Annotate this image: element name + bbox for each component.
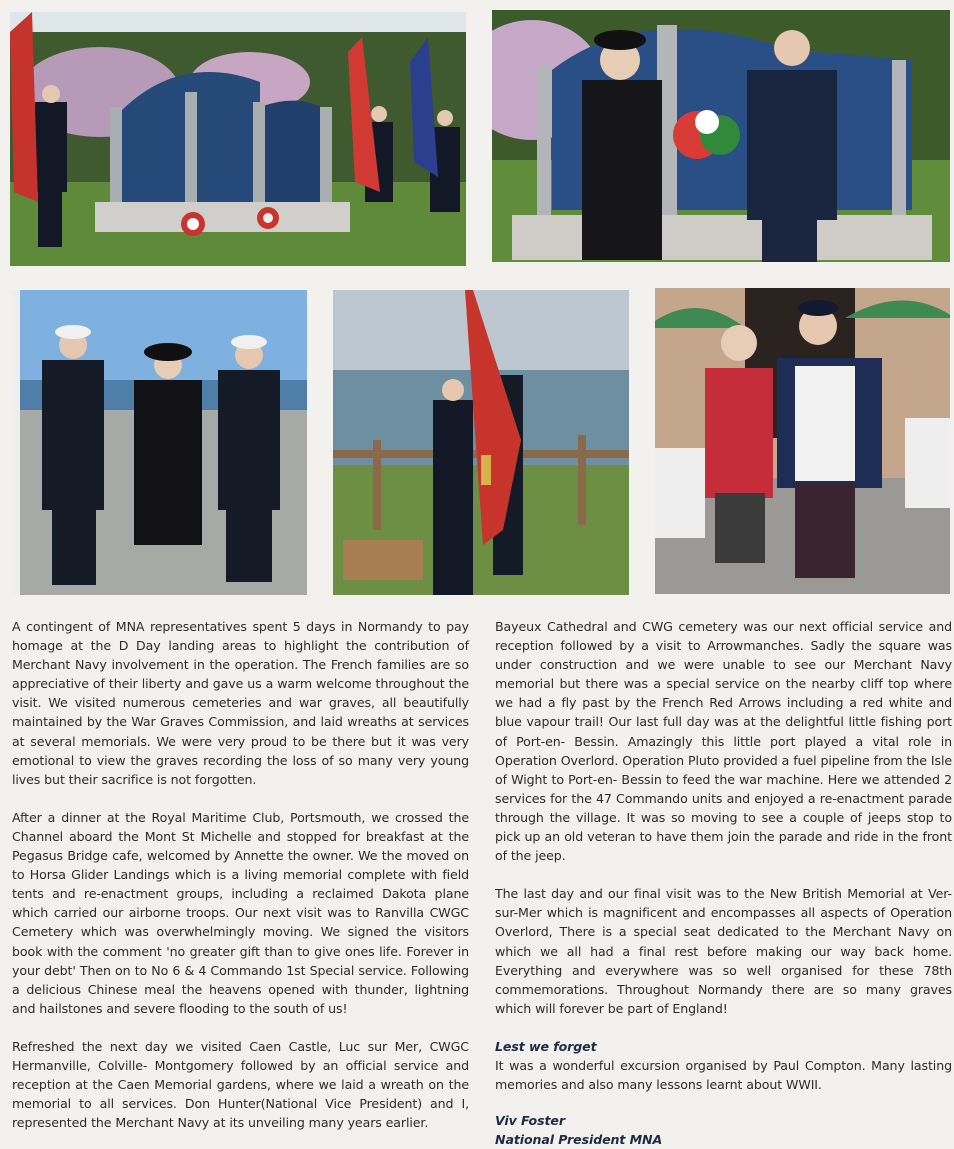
closing-text: It was a wonderful excursion organised by Paul Compton. Many lasting memories and also many lessons learnt about WWII. [495,1057,952,1093]
photo-couple-cafe-image [655,288,950,594]
closing-heading: Lest we forget [495,1038,597,1054]
photo-standard-bearers [333,290,629,595]
paragraph-crossing: After a dinner at the Royal Maritime Club, Portsmouth, we crossed the Channel aboard the Mont St Michelle and stopped for breakfast at the Pegasus Bridge cafe, welcomed by Annette the owner. We the moved on to Horsa Glider Landings which is a living memorial complete with field tents and re-enactment groups, including a reclaimed Dakota plane which carried our airborne troops. Our next visit was to Ranvilla CWGC Cemetery which was overwhelmingly moving. We signed the visitors book with the comment 'no greater gift than to give ones life. Forever in your debt' Then on to No 6 & 4 Commando 1st Special service. Following a delicious Chinese meal the heavens opened with thunder, lightning and hailstones and severe flooding to the south of us! [12,809,469,1016]
paragraph-ver-sur-mer: The last day and our final visit was to the New British Memorial at Ver-sur-Mer which is magnificent and encompasses all aspects of Operation Overlord, There is a special seat dedicated to the Merchant Navy on which we all had a final rest before making our way back home. Everything and everywhere was so well organised for these 78th commemorations. Throughout Normandy there are so many graves which will forever be part of England! [495,886,952,1016]
photo-wreath-presentation [492,10,950,262]
photo-three-representatives-image [12,290,307,595]
photo-three-representatives [12,290,307,595]
article-right-column [495,617,952,1149]
signature-name: Viv Foster [495,1113,565,1129]
paragraph-caen: Refreshed the next day we visited Caen Castle, Luc sur Mer, CWGC Hermanville, Colville- Montgomery followed by an official service and reception at the Caen Memorial gardens, where we laid a wreath on the memorial to all services. Don Hunter(National Vice President) and I, represented the Merchant Navy at its unveiling many years earlier. [12,1038,469,1131]
photo-memorial-wreaths-image [10,12,466,266]
photo-memorial-wreaths [10,12,466,266]
photo-wreath-presentation-image [492,10,950,262]
photo-couple-cafe [655,288,950,594]
signature-block [495,1111,952,1149]
article-left-column [12,617,469,1132]
paragraph-intro: A contingent of MNA representatives spent 5 days in Normandy to pay homage at the D Day landing areas to highlight the contribution of Merchant Navy involvement in the operation. The French families are so appreciative of their liberty and gave us a warm welcome throughout the visit. We visited numerous cemeteries and war graves, all beautifully maintained by the War Graves Commission, and laid wreaths at services at several memorials. We were very proud to be there but it was very emotional to view the graves recording the loss of so many very young lives but their sacrifice is not forgotten. [12,619,469,787]
photo-standard-bearers-image [333,290,629,595]
paragraph-bayeux: Bayeux Cathedral and CWG cemetery was our next official service and reception followed by a visit to Arrowmanches. Sadly the square was under construction and we were unable to see our Merchant Navy memorial but there was a special service on the nearby cliff top where we had a fly past by the French Red Arrows including a red white and blue vapour trail! Our last full day was at the delightful little fishing port of Port-en- Bessin. Amazingly this little port played a vital role in Operation Overlord. Operation Pluto provided a fuel pipeline from the Isle of Wight to Port-en- Bessin to feed the war machine. Here we attended 2 services for the 47 Commando units and enjoyed a re-enactment parade through the village. It was so moving to see a couple of jeeps stop to pick up an old veteran to have them join the parade and ride in the front of the jeep. [495,619,952,864]
signature-title: National President MNA [495,1132,663,1148]
